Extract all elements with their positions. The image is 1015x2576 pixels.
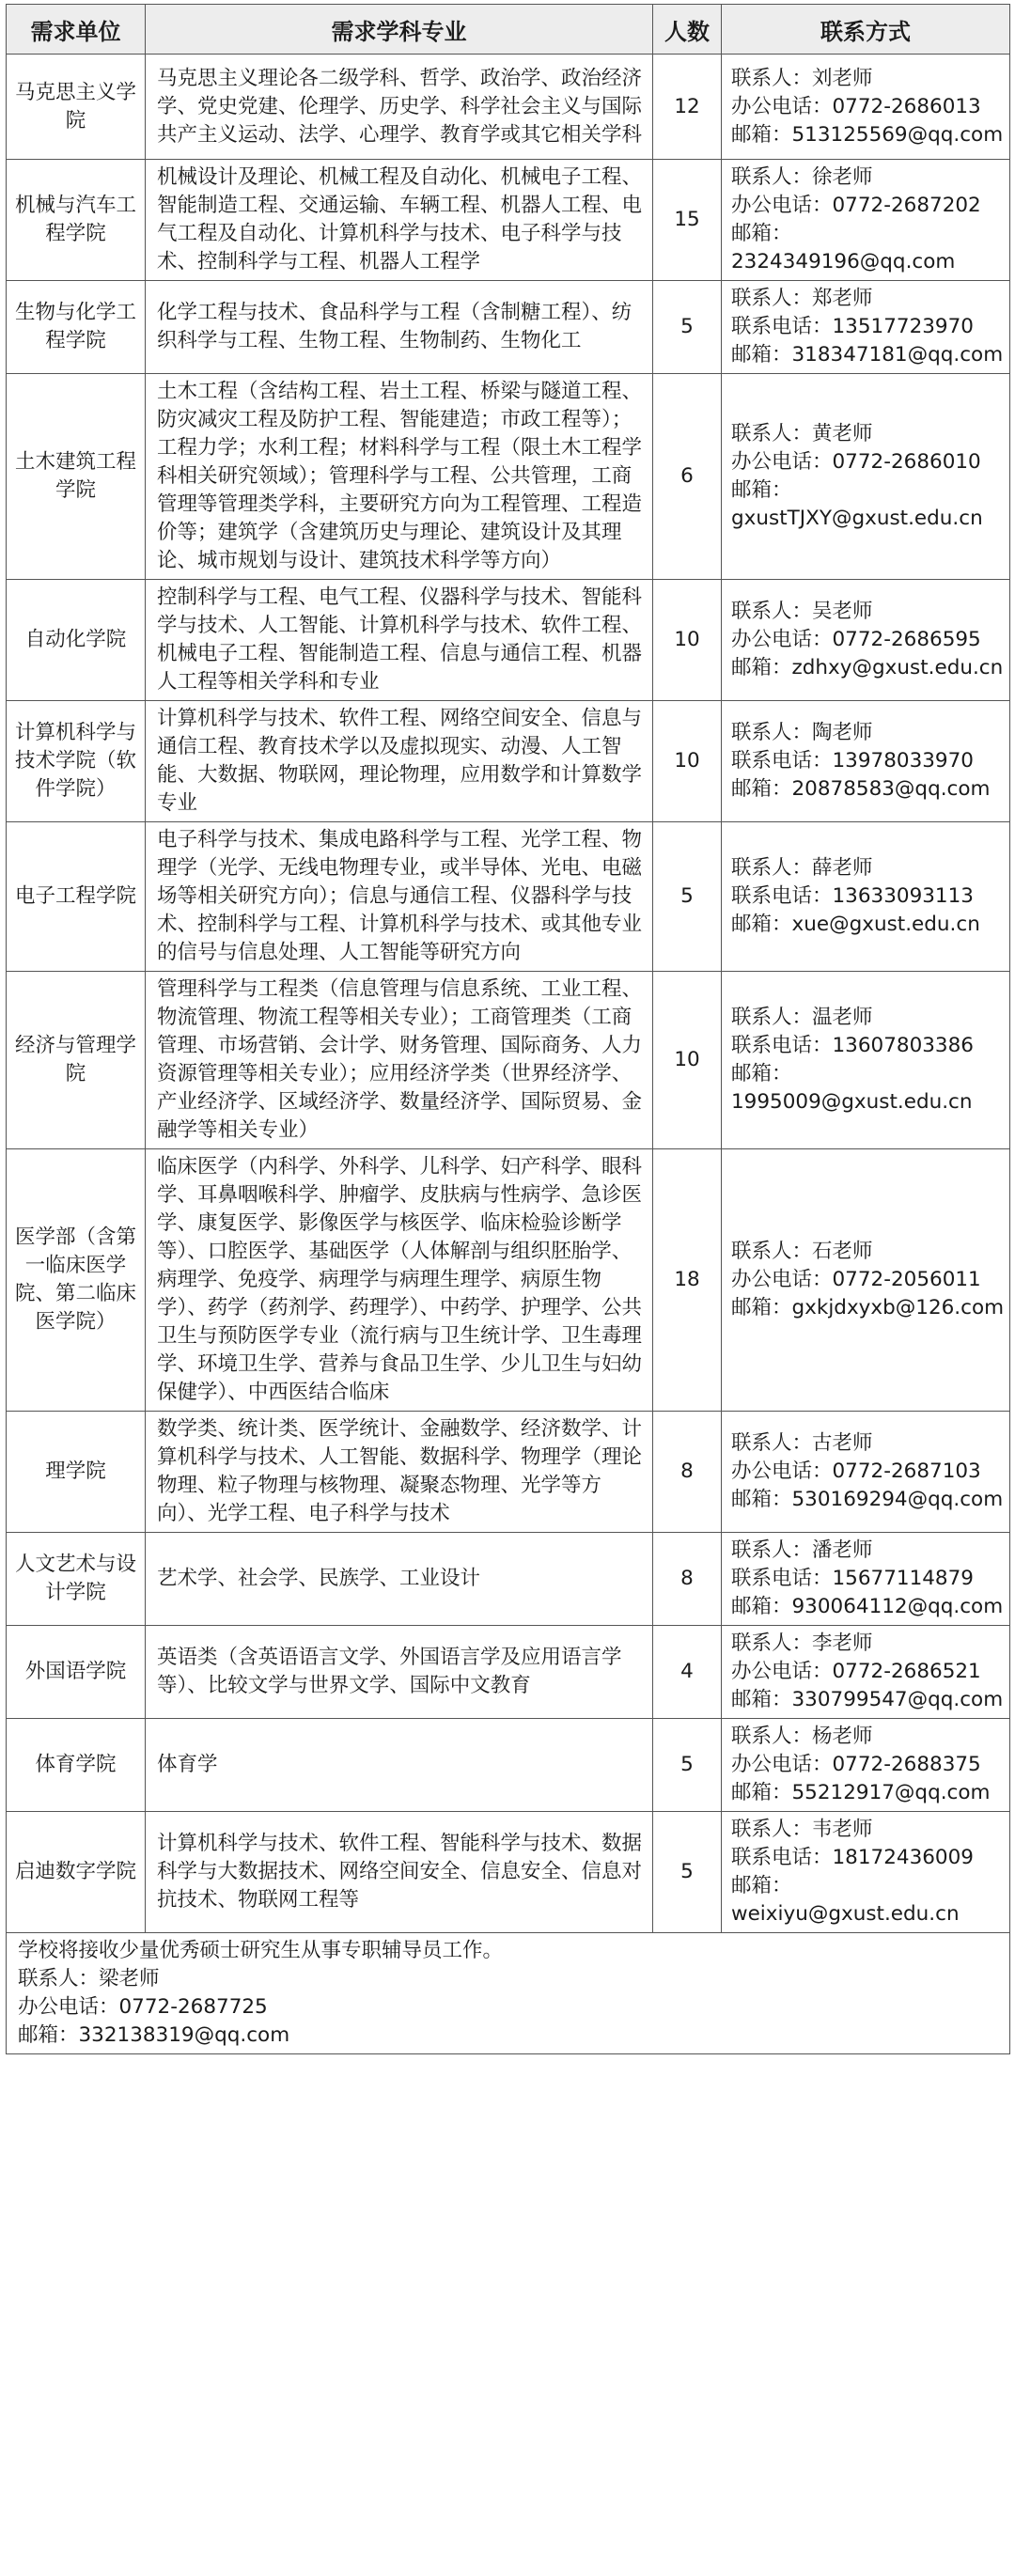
contact-line: 邮箱：513125569@qq.com [731,122,1004,147]
major-cell: 土木工程（含结构工程、岩土工程、桥梁与隧道工程、防灾减灾工程及防护工程、智能建造；市政工程等）；工程力学；水利工程；材料科学与工程（限土木工程学科相关研究领域）；管理科学与工程、公共管理，工商管理等管理类学科，主要研究方向为工程管理、工程造价等；建筑学（含建筑历史与理论、建筑设计及其理论、城市规划与设计、建筑技术科学等方向） [146,374,653,580]
table-row [7,1149,1010,1412]
footer-row [7,1933,1010,2054]
major-cell: 体育学 [146,1719,653,1812]
footer-line: 邮箱：332138319@qq.com [18,2023,290,2047]
count-cell: 10 [653,972,722,1149]
contact-line: 联系人：刘老师 [731,66,873,90]
unit-cell: 人文艺术与设计学院 [7,1533,146,1626]
count-cell: 5 [653,1812,722,1933]
contact-line: 联系人：李老师 [731,1631,873,1655]
contact-line: 办公电话：0772-2687202 [731,194,981,217]
count-cell: 10 [653,701,722,822]
contact-line: 联系人：韦老师 [731,1818,873,1841]
contact-line: 办公电话：0772-2686521 [731,1660,981,1683]
contact-line: weixiyu@gxust.edu.cn [731,1902,960,1926]
contact-line: 邮箱：zdhxy@gxust.edu.cn [731,656,1004,679]
unit-cell: 启迪数字学院 [7,1812,146,1933]
contact-line: 办公电话：0772-2056011 [731,1268,981,1291]
recruitment-table [6,4,1010,2054]
count-cell: 5 [653,281,722,374]
contact-line: 联系电话：13607803386 [731,1034,974,1057]
header-count: 人数 [653,5,722,55]
contact-cell [722,374,1010,580]
contact-line: 联系电话：18172436009 [731,1846,974,1869]
header-row [7,5,1010,55]
contact-line: 邮箱：930064112@qq.com [731,1595,1004,1618]
contact-line: gxustTJXY@gxust.edu.cn [731,507,983,530]
table-row [7,580,1010,701]
count-cell: 10 [653,580,722,701]
table-row [7,1626,1010,1719]
contact-line: 邮箱：318347181@qq.com [731,343,1004,367]
header-major: 需求学科专业 [146,5,653,55]
contact-cell [722,160,1010,281]
table-row [7,281,1010,374]
contact-line: 邮箱：xue@gxust.edu.cn [731,913,980,936]
table-row [7,1412,1010,1533]
major-cell: 计算机科学与技术、软件工程、智能科学与技术、数据科学与大数据技术、网络空间安全、信息安全、信息对抗技术、物联网工程等 [146,1812,653,1933]
contact-cell [722,580,1010,701]
contact-line: 邮箱： [731,222,792,245]
contact-cell [722,1412,1010,1533]
unit-cell: 生物与化学工程学院 [7,281,146,374]
contact-cell [722,1533,1010,1626]
contact-cell [722,1812,1010,1933]
major-cell: 数学类、统计类、医学统计、金融数学、经济数学、计算机科学与技术、人工智能、数据科学、物理学（理论物理、粒子物理与核物理、凝聚态物理、光学等方向）、光学工程、电子科学与技术 [146,1412,653,1533]
contact-line: 联系人：薛老师 [731,856,873,880]
contact-line: 办公电话：0772-2688375 [731,1753,981,1776]
contact-line: 办公电话：0772-2686595 [731,628,981,651]
table-row [7,972,1010,1149]
contact-line: 联系人：黄老师 [731,422,873,445]
unit-cell: 体育学院 [7,1719,146,1812]
unit-cell: 电子工程学院 [7,822,146,972]
contact-cell [722,1626,1010,1719]
contact-line: 联系电话：13633093113 [731,884,974,908]
major-cell: 控制科学与工程、电气工程、仪器科学与技术、智能科学与技术、人工智能、计算机科学与技术、软件工程、机械电子工程、智能制造工程、信息与通信工程、机器人工程等相关学科和专业 [146,580,653,701]
major-cell: 电子科学与技术、集成电路科学与工程、光学工程、物理学（光学、无线电物理专业，或半导体、光电、电磁场等相关研究方向）；信息与通信工程、仪器科学与技术、控制科学与工程、计算机科学与技术、或其他专业的信号与信息处理、人工智能等研究方向 [146,822,653,972]
contact-line: 联系人：陶老师 [731,721,873,744]
table-body [7,55,1010,1933]
unit-cell: 理学院 [7,1412,146,1533]
contact-line: 联系电话：13978033970 [731,749,974,773]
contact-cell [722,1149,1010,1412]
contact-cell [722,281,1010,374]
count-cell: 15 [653,160,722,281]
major-cell: 临床医学（内科学、外科学、儿科学、妇产科学、眼科学、耳鼻咽喉科学、肿瘤学、皮肤病与性病学、急诊医学、康复医学、影像医学与核医学、临床检验诊断学等）、口腔医学、基础医学（人体解剖与组织胚胎学、病理学、免疫学、病理学与病理生理学、病原生物学）、药学（药剂学、药理学）、中药学、护理学、公共卫生与预防医学专业（流行病与卫生统计学、卫生毒理学、环境卫生学、营养与食品卫生学、少儿卫生与妇幼保健学）、中西医结合临床 [146,1149,653,1412]
count-cell: 5 [653,1719,722,1812]
count-cell: 8 [653,1533,722,1626]
contact-line: 联系人：郑老师 [731,287,873,310]
contact-line: 联系人：温老师 [731,1006,873,1029]
unit-cell: 机械与汽车工程学院 [7,160,146,281]
contact-cell [722,822,1010,972]
unit-cell: 医学部（含第一临床医学院、第二临床医学院） [7,1149,146,1412]
footer-note [7,1933,1010,2054]
table-row [7,1812,1010,1933]
contact-line: 邮箱：530169294@qq.com [731,1488,1004,1511]
contact-line: 邮箱： [731,478,792,502]
contact-line: 办公电话：0772-2686010 [731,450,981,474]
footer-line: 学校将接收少量优秀硕士研究生从事专职辅导员工作。 [18,1939,504,1962]
table-row [7,374,1010,580]
contact-line: 联系人：古老师 [731,1431,873,1455]
unit-cell: 土木建筑工程学院 [7,374,146,580]
contact-line: 联系人：吴老师 [731,600,873,623]
table-row [7,160,1010,281]
footer-line: 办公电话：0772-2687725 [18,1995,268,2019]
table-row [7,822,1010,972]
unit-cell: 马克思主义学院 [7,55,146,160]
table-row [7,1719,1010,1812]
header-unit: 需求单位 [7,5,146,55]
contact-line: 联系人：徐老师 [731,165,873,189]
major-cell: 马克思主义理论各二级学科、哲学、政治学、政治经济学、党史党建、伦理学、历史学、科学社会主义与国际共产主义运动、法学、心理学、教育学或其它相关学科 [146,55,653,160]
count-cell: 12 [653,55,722,160]
count-cell: 5 [653,822,722,972]
count-cell: 8 [653,1412,722,1533]
contact-line: 邮箱：gxkjdxyxb@126.com [731,1296,1005,1319]
major-cell: 管理科学与工程类（信息管理与信息系统、工业工程、物流管理、物流工程等相关专业）；工商管理类（工商管理、市场营销、会计学、财务管理、国际商务、人力资源管理等相关专业）；应用经济学类（世界经济学、产业经济学、区域经济学、数量经济学、国际贸易、金融学等相关专业） [146,972,653,1149]
major-cell: 机械设计及理论、机械工程及自动化、机械电子工程、智能制造工程、交通运输、车辆工程、机器人工程、电气工程及自动化、计算机科学与技术、电子科学与技术、控制科学与工程、机器人工程学 [146,160,653,281]
contact-line: 联系人：石老师 [731,1240,873,1263]
contact-line: 邮箱：330799547@qq.com [731,1688,1004,1711]
contact-cell [722,55,1010,160]
major-cell: 计算机科学与技术、软件工程、网络空间安全、信息与通信工程、教育技术学以及虚拟现实、动漫、人工智能、大数据、物联网，理论物理，应用数学和计算数学专业 [146,701,653,822]
contact-line: 邮箱： [731,1062,792,1085]
footer-line: 联系人：梁老师 [18,1967,160,1991]
contact-line: 邮箱： [731,1874,792,1897]
contact-line: 联系人：杨老师 [731,1725,873,1748]
table-row [7,1533,1010,1626]
unit-cell: 自动化学院 [7,580,146,701]
table-row [7,55,1010,160]
major-cell: 艺术学、社会学、民族学、工业设计 [146,1533,653,1626]
unit-cell: 外国语学院 [7,1626,146,1719]
count-cell: 18 [653,1149,722,1412]
contact-line: 联系人：潘老师 [731,1538,873,1562]
unit-cell: 计算机科学与技术学院（软件学院） [7,701,146,822]
contact-line: 联系电话：15677114879 [731,1567,974,1590]
table-row [7,701,1010,822]
contact-line: 办公电话：0772-2686013 [731,94,981,118]
count-cell: 4 [653,1626,722,1719]
count-cell: 6 [653,374,722,580]
major-cell: 英语类（含英语语言文学、外国语言学及应用语言学等）、比较文学与世界文学、国际中文教育 [146,1626,653,1719]
major-cell: 化学工程与技术、食品科学与工程（含制糖工程）、纺织科学与工程、生物工程、生物制药、生物化工 [146,281,653,374]
unit-cell: 经济与管理学院 [7,972,146,1149]
contact-cell [722,1719,1010,1812]
contact-cell [722,972,1010,1149]
contact-line: 办公电话：0772-2687103 [731,1460,981,1483]
contact-line: 邮箱：20878583@qq.com [731,777,991,801]
contact-line: 联系电话：13517723970 [731,315,974,338]
header-contact: 联系方式 [722,5,1010,55]
contact-line: 邮箱：55212917@qq.com [731,1781,991,1804]
contact-line: 1995009@gxust.edu.cn [731,1090,973,1114]
contact-cell [722,701,1010,822]
contact-line: 2324349196@qq.com [731,250,956,273]
